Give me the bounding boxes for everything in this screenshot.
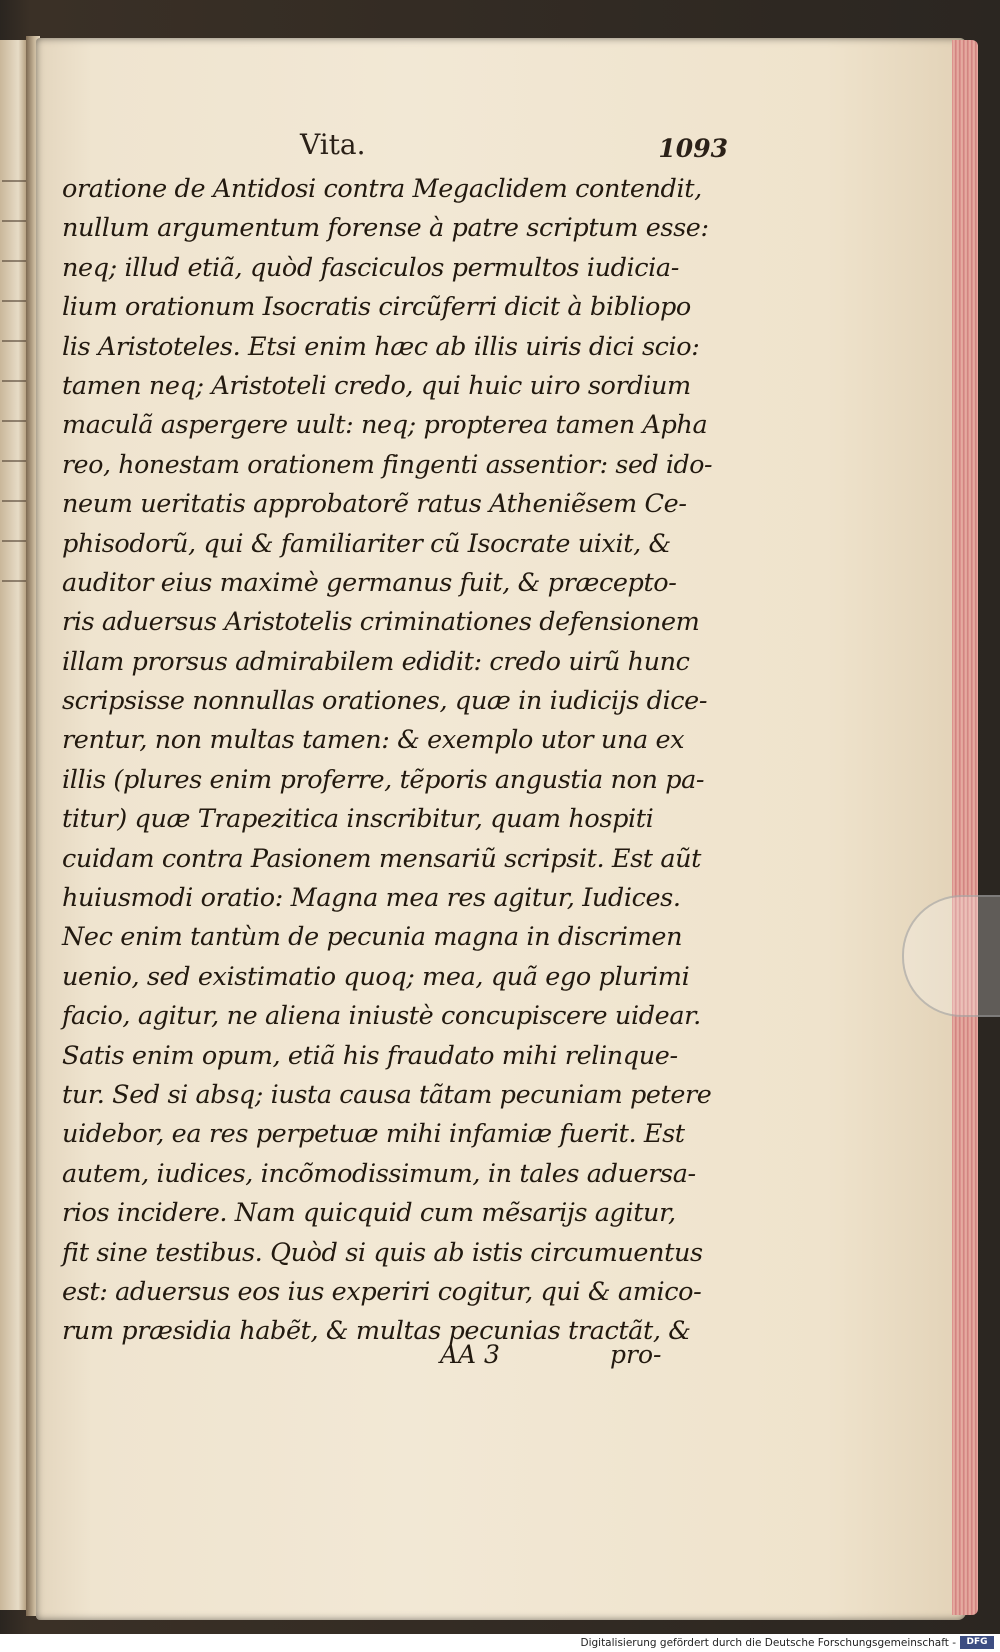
text-line: phisodorũ, qui & familiariter cũ Isocrate uixit, &	[62, 528, 671, 559]
facing-page-edge	[0, 40, 26, 1610]
text-line: illis (plures enim proferre, tẽporis angustia non pa-	[62, 764, 705, 795]
catchword: pro-	[610, 1340, 662, 1369]
facing-page-text-fragment	[2, 540, 26, 542]
red-page-edges	[952, 40, 978, 1615]
facing-page-text-fragment	[2, 460, 26, 462]
text-line: nullum argumentum forense à patre scriptum esse:	[62, 213, 709, 244]
text-line: neum ueritatis approbatorẽ ratus Atheniẽsem Ce-	[62, 489, 687, 520]
signature-mark: AA 3	[440, 1340, 500, 1369]
text-line: auditor eius maximè germanus fuit, & præcepto-	[62, 567, 677, 598]
facing-page-text-fragment	[2, 180, 26, 182]
text-line: huiusmodi oratio: Magna mea res agitur, Iudices.	[62, 883, 681, 914]
text-line: Satis enim opum, etiã his fraudato mihi relinque-	[62, 1040, 678, 1071]
text-line: tur. Sed si absq; iusta causa tãtam pecuniam petere	[62, 1079, 712, 1110]
dfg-logo: DFG	[960, 1636, 994, 1649]
text-line: reo, honestam orationem fingenti assentior: sed ido-	[62, 449, 713, 480]
text-line: maculã aspergere uult: neq; propterea tamen Apha	[62, 410, 708, 441]
facing-page-text-fragment	[2, 220, 26, 222]
text-line: oratione de Antidosi contra Megaclidem contendit,	[62, 174, 702, 204]
page-number: 1093	[658, 134, 728, 163]
digitization-credit: Digitalisierung gefördert durch die Deutsche Forschungsgemeinschaft -	[580, 1637, 956, 1649]
body-text	[62, 170, 712, 1352]
facing-page-text-fragment	[2, 500, 26, 502]
text-line: cuidam contra Pasionem mensariũ scripsit. Est aũt	[62, 843, 702, 874]
facing-page-text-fragment	[2, 380, 26, 382]
text-line: Nec enim tantùm de pecunia magna in discrimen	[62, 922, 683, 953]
page-footer-catchwords	[440, 1340, 740, 1376]
facing-page-text-fragment	[2, 340, 26, 342]
running-head: Vita.	[300, 128, 366, 161]
text-line: titur) quæ Trapezitica inscribitur, quam hospiti	[62, 804, 654, 835]
facing-page-text-fragment	[2, 300, 26, 302]
text-line: autem, iudices, incõmodissimum, in tales aduersa-	[62, 1158, 696, 1189]
text-line: lis Aristoteles. Etsi enim hæc ab illis uiris dici scio:	[62, 331, 700, 362]
text-line: uidebor, ea res perpetuæ mihi infamiæ fuerit. Est	[62, 1119, 685, 1150]
text-line: est: aduersus eos ius experiri cogitur, qui & amico-	[62, 1276, 702, 1307]
text-line: ris aduersus Aristotelis criminationes defensionem	[62, 607, 700, 638]
facing-page-text-fragment	[2, 420, 26, 422]
text-line: scripsisse nonnullas orationes, quæ in iudicijs dice-	[62, 686, 708, 717]
text-line: fit sine testibus. Quòd si quis ab istis circumuentus	[62, 1237, 703, 1268]
text-line: lium orationum Isocratis circũferri dicit à bibliopo	[62, 292, 691, 323]
text-line: illam prorsus admirabilem edidit: credo uirũ hunc	[62, 646, 690, 677]
text-line: rentur, non multas tamen: & exemplo utor una ex	[62, 725, 685, 756]
text-line: tamen neq; Aristoteli credo, qui huic uiro sordium	[62, 370, 691, 401]
text-line: rum præsidia habẽt, & multas pecunias tractãt, &	[62, 1316, 691, 1347]
text-line: uenio, sed existimatio quoq; mea, quã ego plurimi	[62, 961, 690, 992]
facing-page-text-fragment	[2, 580, 26, 582]
text-line: neq; illud etiã, quòd fasciculos permultos iudicia-	[62, 252, 679, 283]
text-line: facio, agitur, ne aliena iniustè concupiscere uidear.	[62, 1001, 701, 1032]
facing-page-text-fragment	[2, 260, 26, 262]
text-line: rios incidere. Nam quicquid cum mẽsarijs agitur,	[62, 1198, 676, 1229]
